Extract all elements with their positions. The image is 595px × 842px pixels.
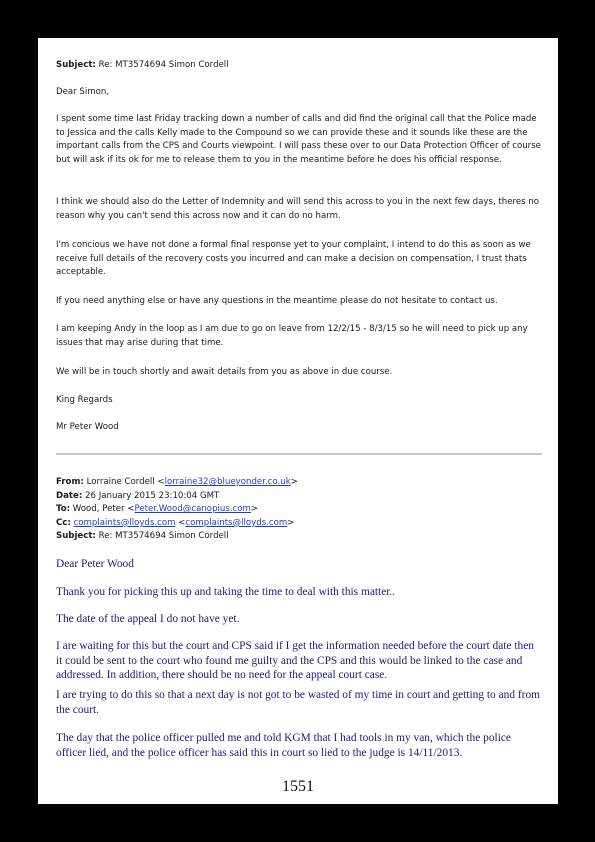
cc-line xyxy=(56,517,544,531)
reply-subject-label: Subject: xyxy=(56,60,96,70)
original-message-headers xyxy=(56,476,544,544)
from-name: Lorraine Cordell < xyxy=(86,477,165,487)
original-paragraph-4: I are trying to do this so that a next day is not got to be wasted of my time in court and getting to and from the court. xyxy=(56,689,541,716)
quote-divider xyxy=(56,453,542,455)
reply-paragraph-1: I spent some time last Friday tracking down a number of calls and did find the original call that the Police made to Jessica and the calls Kelly made to the Compound so we can provide these and it sounds like these are the important calls from the CPS and Courts viewpoint. I will pass these over to our Data Protection Officer of course but will ask if its ok for me to release them to you in the meantime before he does his official response. xyxy=(56,114,541,165)
reply-signature: Mr Peter Wood xyxy=(56,422,119,432)
cc-mid: < xyxy=(175,517,186,528)
cc-label: Cc: xyxy=(56,517,71,528)
original-paragraph-2: The date of the appeal I do not have yet. xyxy=(56,613,240,625)
original-paragraph-1: Thank you for picking this up and taking the time to deal with this matter.. xyxy=(56,586,396,598)
from-line xyxy=(56,476,544,490)
original-paragraph-3: I are waiting for this but the court and CPS said if I get the information needed before the court date then it could be sent to the court who found me guilty and the CPS and this would be linked to the case and addressed. In addition, there should be no need for the appeal court case. xyxy=(56,640,534,682)
to-close: > xyxy=(250,504,259,515)
from-label: From: xyxy=(56,477,84,487)
original-subject-label: Subject: xyxy=(56,531,96,542)
reply-subject-line xyxy=(56,59,229,73)
from-close: > xyxy=(290,477,298,487)
to-label: To: xyxy=(56,504,71,515)
date-line xyxy=(56,490,544,504)
cc-email-link-1[interactable]: complaints@lloyds.com xyxy=(73,517,176,528)
from-email-link[interactable]: lorraine32@blueyonder.co.uk xyxy=(164,477,291,487)
original-paragraph-5: The day that the police officer pulled me and told KGM that I had tools in my van, which the police officer lied, and the police officer has said this in court so lied to the judge is 14/11/2013. xyxy=(56,732,511,759)
original-subject-line xyxy=(56,530,544,544)
reply-paragraph-5: I am keeping Andy in the loop as I am due to go on leave from 12/2/15 - 8/3/15 so he will need to pick up any issues that may arise during that time. xyxy=(56,324,528,348)
cc-close: > xyxy=(287,517,295,528)
reply-paragraph-6: We will be in touch shortly and await details from you as above in due course. xyxy=(56,367,393,377)
original-subject-value: Re: MT3574694 Simon Cordell xyxy=(98,531,229,542)
date-value: 26 January 2015 23:10:04 GMT xyxy=(85,490,220,501)
reply-paragraph-3: I'm concious we have not done a formal final response yet to your complaint, I intend to do this as soon as we receive full details of the recovery costs you incurred and can make a decision on compensation, I trust thats acceptable. xyxy=(56,240,531,278)
original-greeting: Dear Peter Wood xyxy=(56,558,134,570)
cc-email-link-2[interactable]: complaints@lloyds.com xyxy=(185,517,288,528)
reply-paragraph-2: I think we should also do the Letter of Indemnity and will send this across to you in the next few days, theres no reason why you can't send this across now and it can do no harm. xyxy=(56,197,540,221)
reply-greeting: Dear Simon, xyxy=(56,87,110,97)
page-number: 1551 xyxy=(282,778,314,795)
to-line xyxy=(56,503,544,517)
to-name: Wood, Peter < xyxy=(72,504,135,515)
reply-signoff: King Regards xyxy=(56,395,113,405)
document-page xyxy=(38,38,558,804)
date-label: Date: xyxy=(56,490,83,501)
to-email-link[interactable]: Peter.Wood@canopius.com xyxy=(134,504,251,515)
reply-paragraph-4: If you need anything else or have any questions in the meantime please do not hesitate to contact us. xyxy=(56,296,498,306)
reply-subject-value: Re: MT3574694 Simon Cordell xyxy=(98,60,229,70)
